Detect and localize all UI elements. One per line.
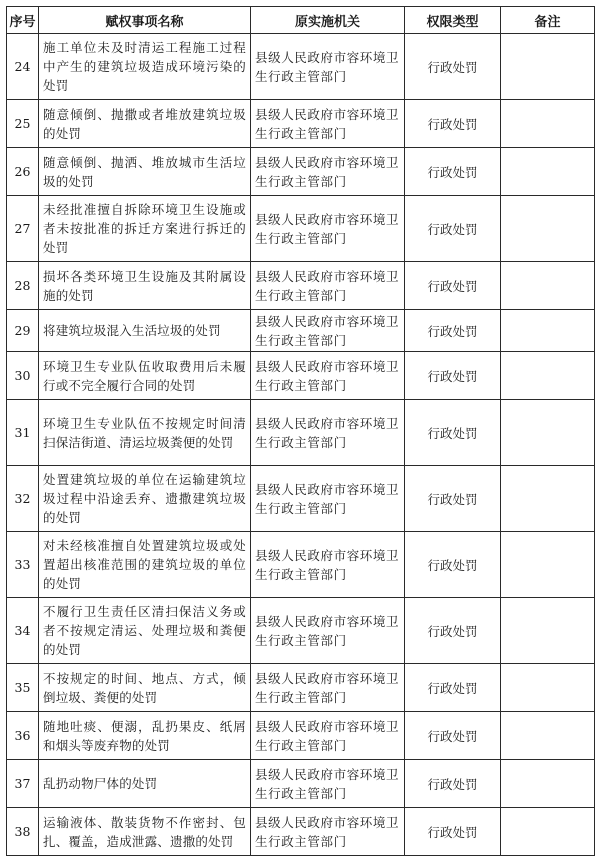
table-row bbox=[7, 262, 595, 310]
table-row bbox=[7, 664, 595, 712]
item-name: 乱扔动物尸体的处罚 bbox=[39, 760, 251, 808]
remarks bbox=[501, 760, 595, 808]
remarks bbox=[501, 148, 595, 196]
header-dept: 原实施机关 bbox=[251, 7, 405, 34]
item-name: 未经批准擅自拆除环境卫生设施或者未按批准的拆迁方案进行拆迁的处罚 bbox=[39, 196, 251, 262]
header-note: 备注 bbox=[501, 7, 595, 34]
authority-table bbox=[6, 6, 595, 856]
table-row bbox=[7, 598, 595, 664]
item-name: 运输液体、散装货物不作密封、包扎、覆盖，造成泄露、遗撒的处罚 bbox=[39, 808, 251, 856]
remarks bbox=[501, 466, 595, 532]
authority-type: 行政处罚 bbox=[405, 760, 501, 808]
table-row bbox=[7, 100, 595, 148]
row-number: 37 bbox=[7, 760, 39, 808]
item-name: 处置建筑垃圾的单位在运输建筑垃圾过程中沿途丢弃、遗撒建筑垃圾的处罚 bbox=[39, 466, 251, 532]
authority-type: 行政处罚 bbox=[405, 352, 501, 400]
original-agency: 县级人民政府市容环境卫生行政主管部门 bbox=[251, 34, 405, 100]
table-row bbox=[7, 196, 595, 262]
remarks bbox=[501, 310, 595, 352]
item-name: 环境卫生专业队伍不按规定时间清扫保洁街道、清运垃圾粪便的处罚 bbox=[39, 400, 251, 466]
original-agency: 县级人民政府市容环境卫生行政主管部门 bbox=[251, 196, 405, 262]
item-name: 随地吐痰、便溺，乱扔果皮、纸屑和烟头等废弃物的处罚 bbox=[39, 712, 251, 760]
original-agency: 县级人民政府市容环境卫生行政主管部门 bbox=[251, 808, 405, 856]
row-number: 38 bbox=[7, 808, 39, 856]
row-number: 26 bbox=[7, 148, 39, 196]
item-name: 随意倾倒、抛洒、堆放城市生活垃圾的处罚 bbox=[39, 148, 251, 196]
authority-type: 行政处罚 bbox=[405, 100, 501, 148]
row-number: 32 bbox=[7, 466, 39, 532]
remarks bbox=[501, 352, 595, 400]
remarks bbox=[501, 532, 595, 598]
row-number: 31 bbox=[7, 400, 39, 466]
remarks bbox=[501, 598, 595, 664]
row-number: 36 bbox=[7, 712, 39, 760]
original-agency: 县级人民政府市容环境卫生行政主管部门 bbox=[251, 712, 405, 760]
remarks bbox=[501, 712, 595, 760]
table-body bbox=[7, 34, 595, 856]
original-agency: 县级人民政府市容环境卫生行政主管部门 bbox=[251, 664, 405, 712]
authority-type: 行政处罚 bbox=[405, 262, 501, 310]
authority-type: 行政处罚 bbox=[405, 466, 501, 532]
table-row bbox=[7, 310, 595, 352]
original-agency: 县级人民政府市容环境卫生行政主管部门 bbox=[251, 100, 405, 148]
original-agency: 县级人民政府市容环境卫生行政主管部门 bbox=[251, 148, 405, 196]
item-name: 环境卫生专业队伍收取费用后未履行或不完全履行合同的处罚 bbox=[39, 352, 251, 400]
table-row bbox=[7, 532, 595, 598]
authority-type: 行政处罚 bbox=[405, 196, 501, 262]
header-no: 序号 bbox=[7, 7, 39, 34]
row-number: 28 bbox=[7, 262, 39, 310]
table-row bbox=[7, 466, 595, 532]
item-name: 施工单位未及时清运工程施工过程中产生的建筑垃圾造成环境污染的处罚 bbox=[39, 34, 251, 100]
remarks bbox=[501, 262, 595, 310]
header-name: 赋权事项名称 bbox=[39, 7, 251, 34]
item-name: 将建筑垃圾混入生活垃圾的处罚 bbox=[39, 310, 251, 352]
table-row bbox=[7, 34, 595, 100]
authority-type: 行政处罚 bbox=[405, 532, 501, 598]
original-agency: 县级人民政府市容环境卫生行政主管部门 bbox=[251, 352, 405, 400]
authority-type: 行政处罚 bbox=[405, 712, 501, 760]
authority-type: 行政处罚 bbox=[405, 598, 501, 664]
row-number: 30 bbox=[7, 352, 39, 400]
row-number: 35 bbox=[7, 664, 39, 712]
remarks bbox=[501, 664, 595, 712]
row-number: 29 bbox=[7, 310, 39, 352]
row-number: 25 bbox=[7, 100, 39, 148]
remarks bbox=[501, 808, 595, 856]
authority-type: 行政处罚 bbox=[405, 808, 501, 856]
original-agency: 县级人民政府市容环境卫生行政主管部门 bbox=[251, 760, 405, 808]
row-number: 34 bbox=[7, 598, 39, 664]
original-agency: 县级人民政府市容环境卫生行政主管部门 bbox=[251, 532, 405, 598]
authority-type: 行政处罚 bbox=[405, 664, 501, 712]
original-agency: 县级人民政府市容环境卫生行政主管部门 bbox=[251, 598, 405, 664]
table-row bbox=[7, 712, 595, 760]
item-name: 随意倾倒、抛撒或者堆放建筑垃圾的处罚 bbox=[39, 100, 251, 148]
table-row bbox=[7, 352, 595, 400]
original-agency: 县级人民政府市容环境卫生行政主管部门 bbox=[251, 310, 405, 352]
authority-type: 行政处罚 bbox=[405, 310, 501, 352]
original-agency: 县级人民政府市容环境卫生行政主管部门 bbox=[251, 400, 405, 466]
item-name: 不履行卫生责任区清扫保洁义务或者不按规定清运、处理垃圾和粪便的处罚 bbox=[39, 598, 251, 664]
header-row bbox=[7, 7, 595, 34]
authority-type: 行政处罚 bbox=[405, 400, 501, 466]
table-row bbox=[7, 808, 595, 856]
table-row bbox=[7, 760, 595, 808]
remarks bbox=[501, 196, 595, 262]
table-row bbox=[7, 148, 595, 196]
original-agency: 县级人民政府市容环境卫生行政主管部门 bbox=[251, 262, 405, 310]
remarks bbox=[501, 400, 595, 466]
item-name: 对未经核准擅自处置建筑垃圾或处置超出核准范围的建筑垃圾的单位的处罚 bbox=[39, 532, 251, 598]
original-agency: 县级人民政府市容环境卫生行政主管部门 bbox=[251, 466, 405, 532]
item-name: 损坏各类环境卫生设施及其附属设施的处罚 bbox=[39, 262, 251, 310]
remarks bbox=[501, 34, 595, 100]
table-row bbox=[7, 400, 595, 466]
header-type: 权限类型 bbox=[405, 7, 501, 34]
item-name: 不按规定的时间、地点、方式，倾倒垃圾、粪便的处罚 bbox=[39, 664, 251, 712]
row-number: 24 bbox=[7, 34, 39, 100]
row-number: 27 bbox=[7, 196, 39, 262]
authority-type: 行政处罚 bbox=[405, 34, 501, 100]
authority-type: 行政处罚 bbox=[405, 148, 501, 196]
row-number: 33 bbox=[7, 532, 39, 598]
remarks bbox=[501, 100, 595, 148]
